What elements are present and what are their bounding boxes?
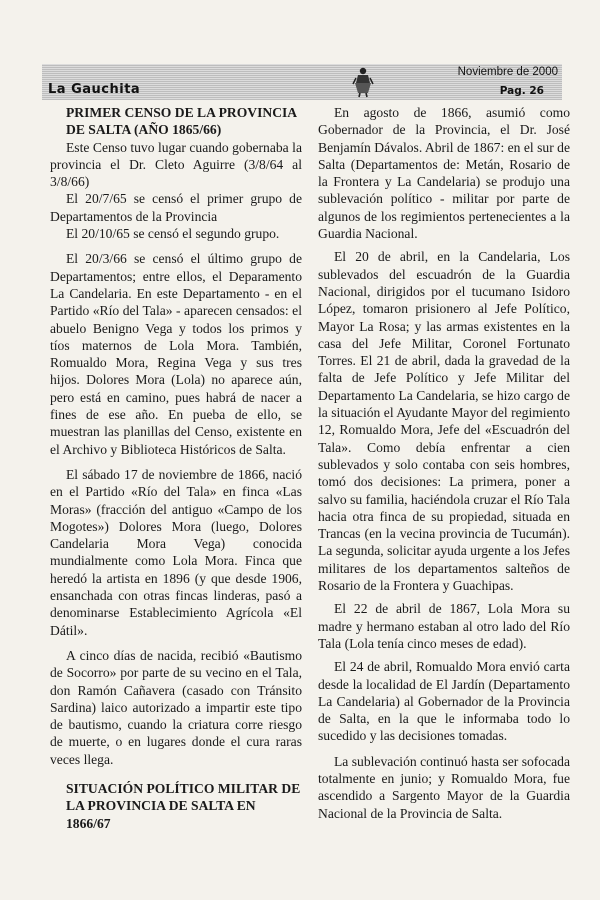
paragraph: El 24 de abril, Romualdo Mora envió carta desde la localidad de El Jardín (Departamento La Candelaria) al Gobernador de la Provincia de Salta, en la que le informaba todo lo sucedido y las decisiones tomadas. [318,659,570,744]
left-column [50,104,302,832]
issue-date: Noviembre de 2000 [457,66,558,78]
paragraph: A cinco días de nacida, recibió «Bautismo de Socorro» por parte de su vecino en el Tala, don Ramón Cañavera (casado con Tránsito Sardina) laico autorizado a impartir este tipo de bautismo, cuando la criatura corre riesgo de muerte, o en lugares donde el cura raras veces llega. [50,647,302,767]
paragraph: El 20/10/65 se censó el segundo grupo. [66,226,280,242]
paragraph: El 20/7/65 se censó el primer grupo de Departamentos de la Provincia [50,191,302,224]
paragraph: El 22 de abril de 1867, Lola Mora su madre y hermano estaban al otro lado del Río Tala (Lola tenía cinco meses de edad). [318,601,570,651]
gaucho-figure-icon [352,66,374,98]
page-number: Pag. 26 [499,85,544,97]
paragraph: El sábado 17 de noviembre de 1866, nació en el Partido «Río del Tala» en finca «Las Moras» (fracción del antiguo «Campo de los Mogotes») Dolores Mora (luego, Dolores Candelaria Mora Vega) conocida mundialmente como Lola Mora. Finca que heredó la artista en 1896 (y que desde 1906, ensanchada con otras fincas linderas, pasó a denominarse Establecimiento Agrícola «El Dátil». [50,466,302,638]
paragraph: En agosto de 1866, asumió como Gobernador de la Provincia, el Dr. José Benjamín Dávalos. Abril de 1867: en el sur de Salta (Departamentos de: Metán, Rosario de la Frontera y La Candelaria) se produjo una sublevación político - militar por parte de algunos de los regimientos pertenecientes a la Guardia Nacional. [318,105,570,242]
section-heading-politics: SITUACIÓN POLÍTICO MILITAR DE LA PROVINCIA DE SALTA EN 1866/67 [66,780,301,831]
magazine-title: La Gauchita [48,82,141,97]
right-column [318,104,570,822]
section-heading-census: PRIMER CENSO DE LA PROVINCIA DE SALTA (AÑO 1865/66) [66,105,297,138]
page-header [42,64,562,100]
paragraph: El 20 de abril, en la Candelaria, Los sublevados del escuadrón de la Guardia Nacional, dirigidos por el tucumano Isidoro López, tomaron prisionero al Jefe Político, Mayor La Rosa; y las armas existentes en la casa del Jefe Militar, Coronel Fortunato Torres. El 21 de abril, dada la gravedad de la falta de Jefe Político y Jefe Militar del Departamento La Candelaria, se hizo cargo de la situación el Ayudante Mayor del regimiento 12, Romualdo Mora, Jefe del «Escuadrón del Tala». Como debía enfrentar a cien sublevados y solo contaba con seis hombres, tomó dos decisiones: La primera, poner a salvo su familia, haciéndola cruzar el Río Tala hacia otra finca de su propiedad, situada en Trancas (en la vecina provincia de Tucumán). La segunda, solicitar ayuda urgente a los Jefes militares de los departamentos salteños de Rosario de la Frontera y Guachipas. [318,249,570,594]
paragraph: Este Censo tuvo lugar cuando gobernaba la provincia el Dr. Cleto Aguirre (3/8/64 al 3/8/66) [50,139,302,190]
paragraph: La sublevación continuó hasta ser sofocada totalmente en junio; y Romualdo Mora, fue ascendido a Sargento Mayor de la Guardia Nacional de la Provincia de Salta. [318,753,570,821]
paragraph: El 20/3/66 se censó el último grupo de Departamentos; entre ellos, el Deparamento La Candelaria. En este Departamento - en el Partido «Río del Tala» - aparecen censados: el abuelo Benigno Vega y todos los primos y tíos maternos de Lola Mora. También, Romualdo Mora, Regina Vega y sus tres hijos. Dolores Mora (Lola) no aparece aún, pero está en camino, pues habrá de nacer a fines de ese año. En pueba de ello, se muestran las planillas del Censo, existente en el Archivo y Biblioteca Históricos de Salta. [50,251,302,457]
